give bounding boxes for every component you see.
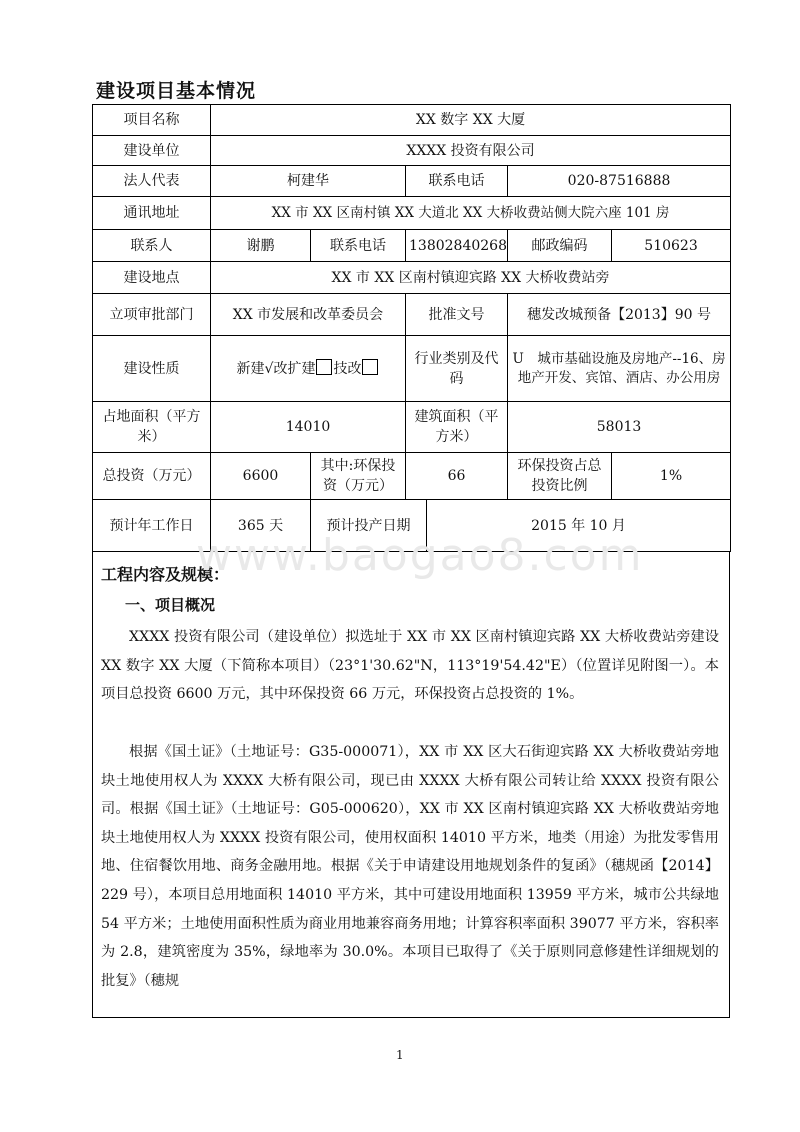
nature-tech-text: 技改 <box>333 360 362 377</box>
contact-label: 联系人 <box>93 230 211 262</box>
paragraph-land: 根据《国土证》（土地证号：G35-000071），XX 市 XX 区大石街迎宾路 XX 大桥收费站旁地块土地使用权人为 XXXX 大桥有限公司，现已由 XXXX 大桥有限公司转让给 XXXX 投资有限公司。根据《国土证》（土地证号：G05-000620），XX 市 XX 区南村镇迎宾路 XX 大桥收费站旁地块土地使用权人为 XXXX 投资有限公司，使用权面积 14010 平方米，地类（用途）为批发零售用地、住宿餐饮用地、商务金融用地。根据《关于申请建设用地规划条件的复函》（穗规函【2014】229 号），本项目总用地面积 14010 平方米，其中可建设用地面积 13959 平方米，城市公共绿地 54 平方米；土地使用面积性质为商业用地兼容商务用地；计算容积率面积 39077 平方米，容积率为 2.8，建筑密度为 35%，绿地率为 30.0%。本项目已取得了《关于原则同意修建性详细规划的批复》（穗规 <box>101 744 719 989</box>
building-area-value: 58013 <box>508 402 731 453</box>
approval-doc-label: 批准文号 <box>406 294 508 336</box>
subsection-heading: 一、项目概况 <box>125 596 216 614</box>
paragraph-overview: XXXX 投资有限公司（建设单位）拟选址于 XX 市 XX 区南村镇迎宾路 XX 大桥收费站旁建设 XX 数字 XX 大厦（下简称本项目）（23°1'30.62"N，113°19'54.42"E）（位置详见附图一）。本项目总投资 6600 万元，其中环保投资 66 万元，环保投资占总投资的 1%。 <box>101 629 719 703</box>
watermark: www.baogao8.com <box>196 530 644 581</box>
table-row <box>93 402 731 453</box>
project-name-value: XX 数字 XX 大厦 <box>211 105 731 136</box>
project-info-table <box>92 104 731 552</box>
approval-doc-value: 穗发改城预备【2013】90 号 <box>508 294 731 336</box>
table-row <box>93 262 731 294</box>
building-area-label: 建筑面积（平方米） <box>406 402 508 453</box>
approval-dept-label: 立项审批部门 <box>93 294 211 336</box>
nature-value <box>211 336 406 402</box>
table-row <box>93 453 731 500</box>
address-label: 通讯地址 <box>93 197 211 230</box>
table-row <box>93 136 731 166</box>
env-invest-label: 其中:环保投资（万元） <box>311 453 406 500</box>
table-row <box>93 294 731 336</box>
contact-value: 谢鹏 <box>211 230 311 262</box>
section-heading: 工程内容及规模： <box>101 565 230 584</box>
contact-phone-value: 13802840268 <box>406 230 508 262</box>
land-area-label: 占地面积（平方米） <box>93 402 211 453</box>
contact-phone-label: 联系电话 <box>311 230 406 262</box>
nature-label: 建设性质 <box>93 336 211 402</box>
page-title: 建设项目基本情况 <box>96 80 257 102</box>
legal-rep-value: 柯建华 <box>211 166 406 197</box>
approval-dept-value: XX 市发展和改革委员会 <box>211 294 406 336</box>
start-date-value: 2015 年 10 月 <box>427 500 731 552</box>
total-invest-value: 6600 <box>211 453 311 500</box>
unit-label: 建设单位 <box>93 136 211 166</box>
checkbox <box>316 359 332 375</box>
table-row <box>93 105 731 136</box>
address-value: XX 市 XX 区南村镇 XX 大道北 XX 大桥收费站侧大院六座 101 房 <box>211 197 731 230</box>
work-days-value: 365 天 <box>211 500 311 552</box>
unit-value: XXXX 投资有限公司 <box>211 136 731 166</box>
postcode-label: 邮政编码 <box>508 230 612 262</box>
table-row <box>93 230 731 262</box>
site-label: 建设地点 <box>93 262 211 294</box>
checkbox <box>362 359 378 375</box>
env-invest-value: 66 <box>406 453 508 500</box>
site-value: XX 市 XX 区南村镇迎宾路 XX 大桥收费站旁 <box>211 262 731 294</box>
content-box <box>92 551 730 1018</box>
industry-label: 行业类别及代码 <box>406 336 508 402</box>
table-row <box>93 197 731 230</box>
start-date-label: 预计投产日期 <box>311 500 427 552</box>
page-number: 1 <box>396 1048 404 1062</box>
postcode-value: 510623 <box>612 230 731 262</box>
phone-value: 020-87516888 <box>508 166 731 197</box>
land-area-value: 14010 <box>211 402 406 453</box>
industry-value: U 城市基础设施及房地产--16、房地产开发、宾馆、酒店、办公用房 <box>508 336 731 402</box>
phone-label: 联系电话 <box>406 166 508 197</box>
work-days-label: 预计年工作日 <box>93 500 211 552</box>
total-invest-label: 总投资（万元） <box>93 453 211 500</box>
table-row <box>93 166 731 197</box>
env-ratio-label: 环保投资占总投资比例 <box>508 453 612 500</box>
project-name-label: 项目名称 <box>93 105 211 136</box>
legal-rep-label: 法人代表 <box>93 166 211 197</box>
nature-new-text: 新建√改扩建 <box>236 360 316 377</box>
table-row <box>93 336 731 402</box>
env-ratio-value: 1% <box>612 453 731 500</box>
